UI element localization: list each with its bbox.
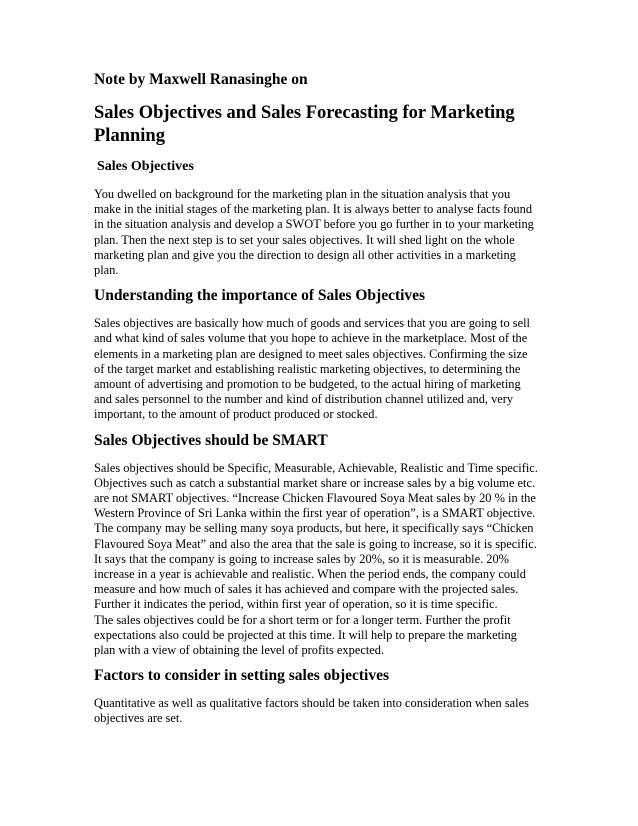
intro-paragraph	[94, 187, 550, 278]
paragraph-line: Further it indicates the period, within first year of operation, so it is time specific.	[94, 597, 498, 612]
paragraph-line: You dwelled on background for the marketing plan in the situation analysis that you	[94, 187, 511, 201]
paragraph-line: marketing plan and give you the direction to design all other activities in a marketing	[94, 247, 516, 262]
paragraph-line: plan. Then the next step is to set your sales objectives. It will shed light on the whole	[94, 232, 515, 247]
paragraph-line: plan.	[94, 263, 119, 278]
paragraph-line: increase in a year is achievable and realistic. When the period ends, the company could	[94, 567, 526, 582]
paragraph-line: and what kind of sales volume that you hope to achieve in the marketplace. Most of the	[94, 331, 528, 346]
document-page	[94, 70, 550, 735]
paragraph-line: Sales objectives are basically how much of goods and services that you are going to sell	[94, 316, 530, 331]
smart-paragraph	[94, 461, 550, 659]
paragraph-line: The company may be selling many soya products, but here, it specifically says “Chicken	[94, 521, 534, 536]
paragraph-line: It says that the company is going to increase sales by 20%, so it is measurable. 20%	[94, 551, 509, 566]
paragraph-line: in the situation analysis and develop a SWOT before you go further in to your marketing	[94, 217, 534, 232]
paragraph-line: plan with a view of obtaining the level of profits expected.	[94, 643, 385, 658]
author-note: Note by Maxwell Ranasinghe on	[94, 71, 308, 88]
section-heading-smart: Sales Objectives should be SMART	[94, 431, 328, 449]
paragraph-line: Quantitative as well as qualitative factors should be taken into consideration when sales	[94, 696, 529, 711]
section-heading-importance: Understanding the importance of Sales Objectives	[94, 287, 426, 305]
document-title	[94, 102, 550, 148]
paragraph-line: elements in a marketing plan are designed to meet sales objectives. Confirming the size	[94, 346, 528, 361]
paragraph-line: Objectives such as catch a substantial market share or increase sales by a big volume etc.	[94, 475, 536, 490]
paragraph-line: Sales objectives should be Specific, Measurable, Achievable, Realistic and Time specific.	[94, 460, 538, 475]
paragraph-line: Flavoured Soya Meat” and also the area that the sale is going to increase, so it is specific.	[94, 536, 537, 551]
paragraph-line: amount of advertising and promotion to be budgeted, to the actual hiring of marketing	[94, 377, 521, 392]
paragraph-line: measure and how much of sales it has achieved and compare with the projected sales.	[94, 582, 519, 597]
paragraph-line: and sales personnel to the number and kind of distribution channel utilized and, very	[94, 392, 514, 407]
factors-paragraph	[94, 696, 550, 726]
paragraph-line: important, to the amount of product produced or stocked.	[94, 407, 378, 422]
document-title-line: Planning	[94, 126, 165, 146]
section-heading-factors: Factors to consider in setting sales objectives	[94, 667, 390, 685]
paragraph-line: make in the initial stages of the marketing plan. It is always better to analyse facts found	[94, 202, 533, 217]
paragraph-line: The sales objectives could be for a short term or for a longer term. Further the profit	[94, 612, 511, 627]
paragraph-line: Western Province of Sri Lanka within the first year of operation”, is a SMART objective.	[94, 506, 536, 521]
importance-paragraph	[94, 316, 550, 422]
paragraph-line: are not SMART objectives. “Increase Chicken Flavoured Soya Meat sales by 20 % in the	[94, 491, 536, 506]
sales-objectives-subheading: Sales Objectives	[97, 159, 194, 174]
paragraph-line: objectives are set.	[94, 711, 183, 726]
paragraph-line: expectations also could be projected at this time. It will help to prepare the marketing	[94, 627, 517, 642]
paragraph-line: of the target market and establishing realistic marketing objectives, to determining the	[94, 361, 521, 376]
document-title-line: Sales Objectives and Sales Forecasting for Marketing	[94, 103, 515, 123]
